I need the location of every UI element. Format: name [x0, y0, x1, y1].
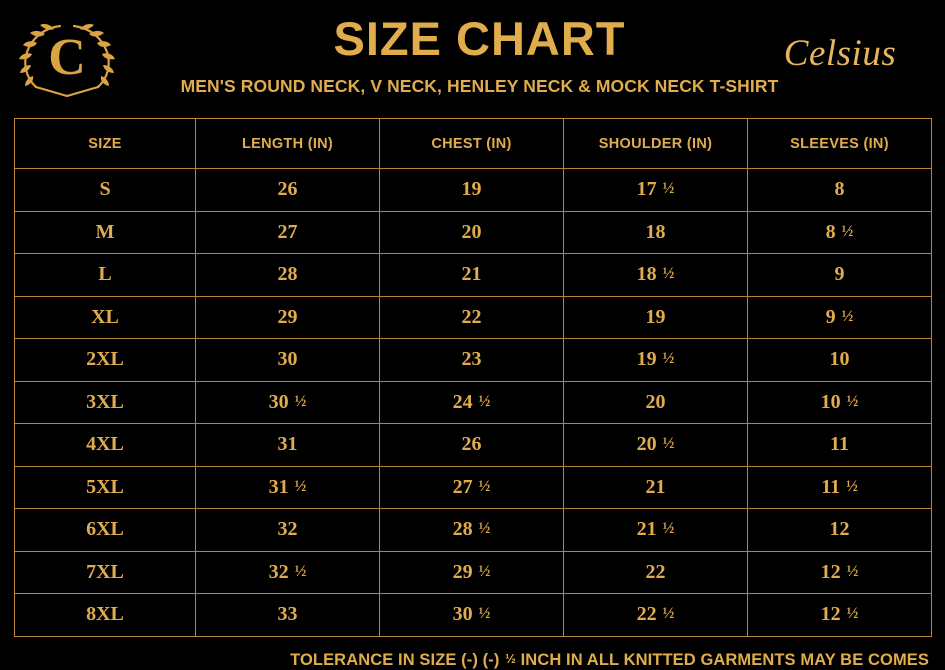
cell-size: 5XL	[15, 466, 196, 509]
cell-length: 32 ½	[196, 551, 380, 594]
cell-chest: 19	[380, 169, 564, 212]
column-header-chest: CHEST (IN)	[380, 119, 564, 169]
tolerance-note: TOLERANCE IN SIZE (-) (-) ½ INCH IN ALL KNITTED GARMENTS MAY BE COMES	[290, 650, 929, 669]
cell-chest: 21	[380, 254, 564, 297]
cell-shoulder: 18	[564, 211, 748, 254]
cell-sleeves: 9 ½	[748, 296, 932, 339]
table-row	[15, 381, 932, 424]
cell-sleeves: 12 ½	[748, 551, 932, 594]
cell-shoulder: 22 ½	[564, 594, 748, 637]
table-row	[15, 169, 932, 212]
cell-shoulder: 21	[564, 466, 748, 509]
table-header-row	[15, 119, 932, 169]
cell-size: 3XL	[15, 381, 196, 424]
table-row	[15, 466, 932, 509]
cell-shoulder: 19 ½	[564, 339, 748, 382]
cell-size: 2XL	[15, 339, 196, 382]
cell-length: 29	[196, 296, 380, 339]
cell-length: 26	[196, 169, 380, 212]
column-header-shoulder: SHOULDER (IN)	[564, 119, 748, 169]
cell-sleeves: 8 ½	[748, 211, 932, 254]
cell-length: 30	[196, 339, 380, 382]
cell-size: 7XL	[15, 551, 196, 594]
table-header	[15, 119, 932, 169]
cell-shoulder: 21 ½	[564, 509, 748, 552]
cell-size: 6XL	[15, 509, 196, 552]
size-chart-table	[14, 118, 932, 637]
cell-sleeves: 12	[748, 509, 932, 552]
table-row	[15, 211, 932, 254]
column-header-length: LENGTH (IN)	[196, 119, 380, 169]
cell-chest: 20	[380, 211, 564, 254]
cell-chest: 29 ½	[380, 551, 564, 594]
cell-length: 33	[196, 594, 380, 637]
table-row	[15, 551, 932, 594]
column-header-sleeves: SLEEVES (IN)	[748, 119, 932, 169]
cell-shoulder: 20	[564, 381, 748, 424]
cell-sleeves: 10 ½	[748, 381, 932, 424]
cell-length: 32	[196, 509, 380, 552]
cell-sleeves: 12 ½	[748, 594, 932, 637]
svg-text:C: C	[48, 29, 86, 86]
cell-sleeves: 8	[748, 169, 932, 212]
cell-length: 30 ½	[196, 381, 380, 424]
table-row	[15, 296, 932, 339]
cell-chest: 28 ½	[380, 509, 564, 552]
cell-size: 8XL	[15, 594, 196, 637]
cell-length: 28	[196, 254, 380, 297]
table-body	[15, 169, 932, 637]
cell-length: 31 ½	[196, 466, 380, 509]
cell-size: M	[15, 211, 196, 254]
table-row	[15, 254, 932, 297]
cell-shoulder: 17 ½	[564, 169, 748, 212]
cell-size: 4XL	[15, 424, 196, 467]
cell-shoulder: 20 ½	[564, 424, 748, 467]
cell-chest: 24 ½	[380, 381, 564, 424]
cell-sleeves: 10	[748, 339, 932, 382]
page-subtitle: MEN'S ROUND NECK, V NECK, HENLEY NECK & MOCK NECK T-SHIRT	[180, 76, 779, 97]
cell-chest: 26	[380, 424, 564, 467]
cell-chest: 23	[380, 339, 564, 382]
cell-sleeves: 11 ½	[748, 466, 932, 509]
cell-size: S	[15, 169, 196, 212]
page-title: SIZE CHART	[333, 12, 626, 65]
table-row	[15, 339, 932, 382]
cell-length: 31	[196, 424, 380, 467]
cell-shoulder: 22	[564, 551, 748, 594]
cell-size: XL	[15, 296, 196, 339]
cell-shoulder: 19	[564, 296, 748, 339]
cell-length: 27	[196, 211, 380, 254]
cell-shoulder: 18 ½	[564, 254, 748, 297]
cell-chest: 22	[380, 296, 564, 339]
cell-chest: 27 ½	[380, 466, 564, 509]
table-row	[15, 424, 932, 467]
cell-sleeves: 9	[748, 254, 932, 297]
table-row	[15, 594, 932, 637]
table-row	[15, 509, 932, 552]
brand-wordmark: Celsius	[783, 33, 897, 74]
cell-size: L	[15, 254, 196, 297]
column-header-size: SIZE	[15, 119, 196, 169]
size-chart-table-wrapper	[14, 118, 931, 637]
cell-chest: 30 ½	[380, 594, 564, 637]
header	[0, 0, 945, 118]
cell-sleeves: 11	[748, 424, 932, 467]
